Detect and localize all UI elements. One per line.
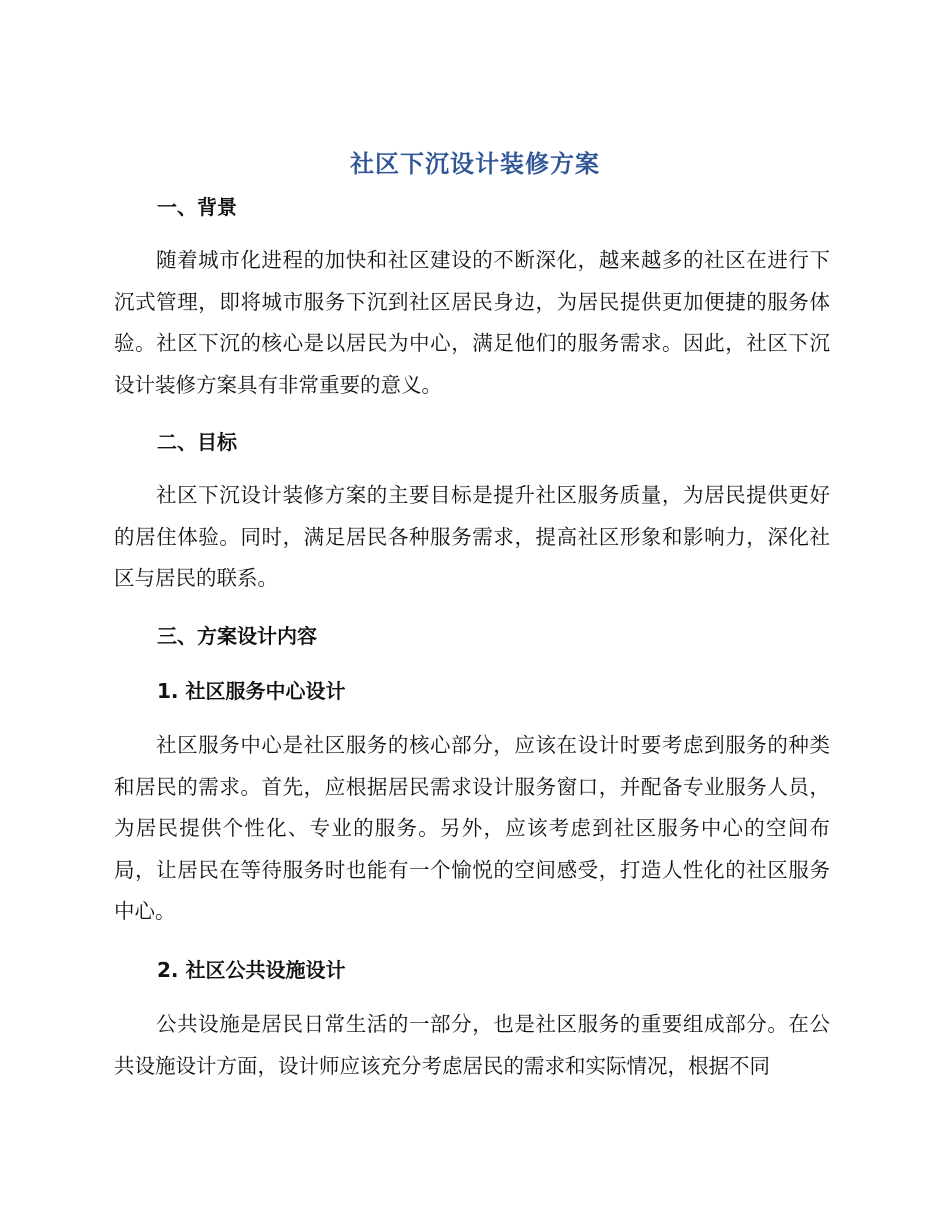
section-heading-goals: 二、目标 [157,430,237,454]
subsection-paragraph-service-center: 社区服务中心是社区服务的核心部分，应该在设计时要考虑到服务的种类和居民的需求。首先，应根据居民需求设计服务窗口，并配备专业服务人员，为居民提供个性化、专业的服务。另外，应该考虑到社区服务中心的空间布局，让居民在等待服务时也能有一个愉悦的空间感受，打造人性化的社区服务中心。 [114,733,830,923]
subsection-heading-public-facilities: 2. 社区公共设施设计 [157,958,346,982]
document-title: 社区下沉设计装修方案 [350,150,600,178]
section-heading-design-content: 三、方案设计内容 [157,624,317,648]
subsection-paragraph-public-facilities: 公共设施是居民日常生活的一部分，也是社区服务的重要组成部分。在公共设施设计方面，设计师应该充分考虑居民的需求和实际情况，根据不同 [114,1012,830,1078]
section-paragraph-background: 随着城市化进程的加快和社区建设的不断深化，越来越多的社区在进行下沉式管理，即将城市服务下沉到社区居民身边，为居民提供更加便捷的服务体验。社区下沉的核心是以居民为中心，满足他们的服务需求。因此，社区下沉设计装修方案具有非常重要的意义。 [114,248,830,397]
section-paragraph-goals: 社区下沉设计装修方案的主要目标是提升社区服务质量，为居民提供更好的居住体验。同时，满足居民各种服务需求，提高社区形象和影响力，深化社区与居民的联系。 [114,483,830,590]
section-heading-background: 一、背景 [157,195,237,219]
subsection-heading-service-center: 1. 社区服务中心设计 [157,679,346,703]
